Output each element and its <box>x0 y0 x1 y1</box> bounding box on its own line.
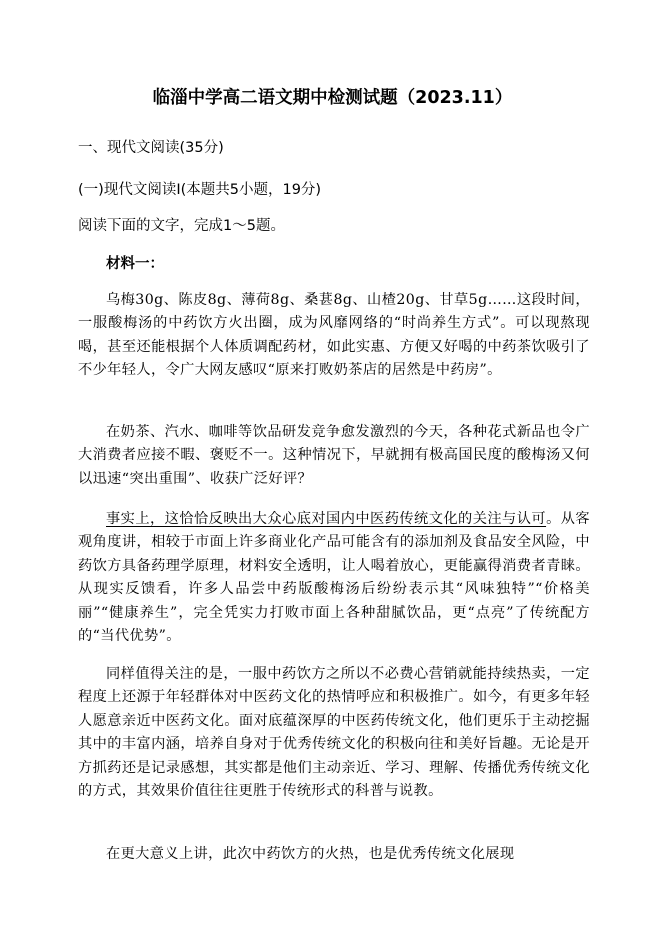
paragraph-2: 在奶茶、汽水、咖啡等饮品研发竞争愈发激烈的今天，各种花式新品也令广大消费者应接不暇、褒贬不一。这种情况下，早就拥有极高国民度的酸梅汤又何以迅速“突出重围”、收获广泛好评？ <box>78 424 590 487</box>
paragraph-3 <box>78 508 590 648</box>
material-label: 材料一： <box>106 256 164 272</box>
paragraph-4: 同样值得关注的是，一服中药饮方之所以不必费心营销就能持续热卖，一定程度上还源于年轻群体对中医药文化的热情呼应和积极推广。如今，有更多年轻人愿意亲近中医药文化。面对底蕴深厚的中医药传统文化，他们更乐于主动挖掘其中的丰富内涵，培养自身对于优秀传统文化的积极向往和美好旨趣。无论是开方抓药还是记录感想，其实都是他们主动亲近、学习、理解、传播优秀传统文化的方式，其效果价值往往更胜于传统形式的科普与说教。 <box>78 666 590 800</box>
page-title: 临淄中学高二语文期中检测试题（2023.11） <box>152 88 513 108</box>
paragraph-5: 在更大意义上讲，此次中药饮方的火热，也是优秀传统文化展现 <box>106 846 515 862</box>
reading-instruction: 阅读下面的文字，完成1～5题。 <box>78 218 285 234</box>
paragraph-3-rest: 。从客观角度讲，相较于市面上许多商业化产品可能含有的添加剂及食品安全风险，中药饮方具备药理学原理，材料安全透明，让人喝着放心，更能赢得消费者青睐。从现实反馈看，许多人品尝中药版酸梅汤后纷纷表示其“风味独特”“价格美丽”“健康养生”，完全凭实力打败市面上各种甜腻饮品，更“点亮”了传统配方的“当代优势”。 <box>78 511 590 645</box>
underlined-sentence: 事实上，这恰恰反映出大众心底对国内中医药传统文化的关注与认可 <box>106 511 547 527</box>
section-heading: 一、现代文阅读(35分) <box>78 140 224 156</box>
paragraph-1: 乌梅30g、陈皮8g、薄荷8g、桑葚8g、山楂20g、甘草5g……这段时间，一服酸梅汤的中药饮方火出圈，成为风靡网络的“时尚养生方式”。可以现熬现喝，甚至还能根据个人体质调配药材，如此实惠、方便又好喝的中药茶饮吸引了不少年轻人，令广大网友感叹“原来打败奶茶店的居然是中药房”。 <box>78 292 590 379</box>
subsection-heading: (一)现代文阅读Ⅰ(本题共5小题，19分) <box>78 182 322 198</box>
